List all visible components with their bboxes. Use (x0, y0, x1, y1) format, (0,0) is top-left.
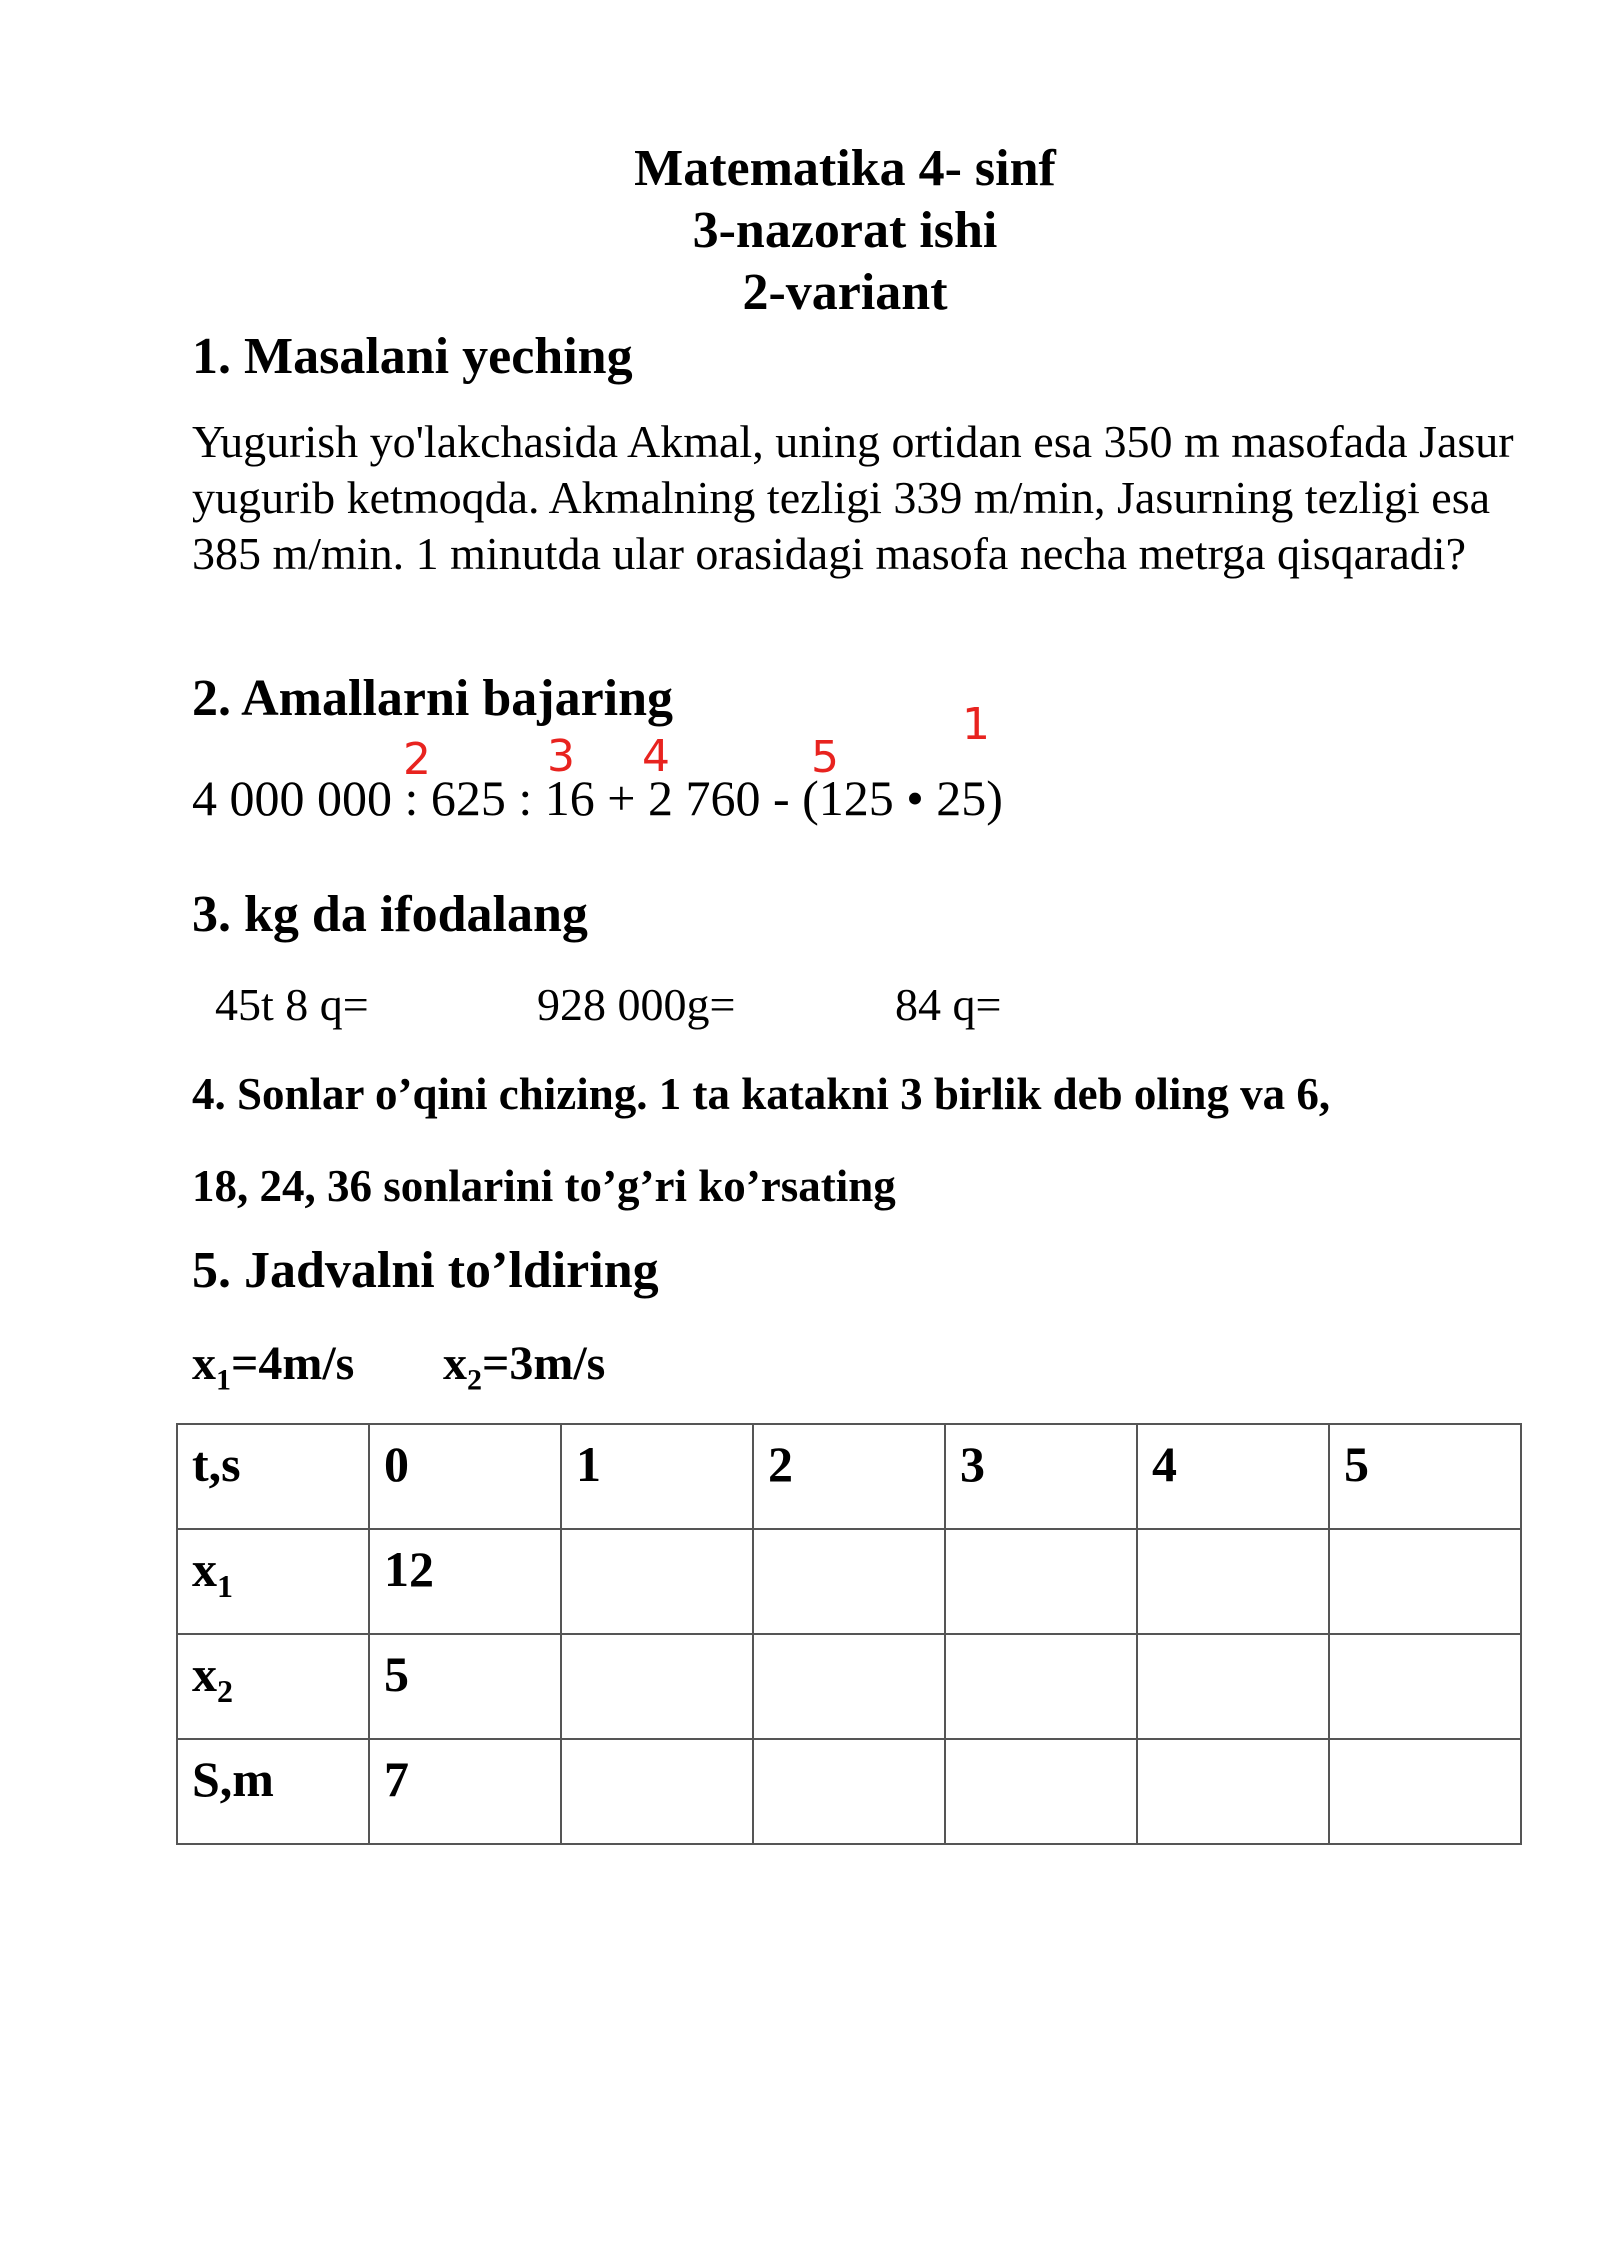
table-header-row (177, 1424, 1521, 1529)
worksheet-variant: 2-variant (742, 264, 948, 321)
table-cell: 0 (369, 1424, 561, 1529)
given-speed-x1: $x_1=4m/s$ (192, 1337, 355, 1397)
table-row (177, 1739, 1521, 1844)
table-cell[interactable] (753, 1739, 945, 1844)
worksheet-title: Matematika 4- sinf (634, 140, 1056, 197)
table-cell[interactable] (945, 1739, 1137, 1844)
table-row-label: $x_2$ (177, 1634, 369, 1739)
table-cell[interactable] (561, 1529, 753, 1634)
task2-expression: 4 000 000 : 625 : 16 + 2 760 - (125 • 25) (192, 770, 1003, 826)
motion-table (176, 1423, 1522, 1845)
conversion-item-1: 45t 8 q= (215, 979, 369, 1030)
conversion-item-2: 928 000g= (537, 979, 736, 1030)
table-cell[interactable] (561, 1739, 753, 1844)
task4-text-line2: 18, 24, 36 sonlarini to’g’ri ko’rsating (192, 1161, 896, 1211)
table-row (177, 1529, 1521, 1634)
table-cell[interactable] (945, 1529, 1137, 1634)
table-cell: 5 (1329, 1424, 1521, 1529)
task1-problem-text: Yugurish yo'lakchasida Akmal, uning ortidan esa 350 m masofada Jasur yugurib ketmoqda. Akmalning tezligi 339 m/min, Jasurning tezligi esa 385 m/min. 1 minutda ular orasidagi masofa necha metrga qisqaradi? (192, 416, 1514, 579)
table-cell[interactable] (561, 1634, 753, 1739)
operation-order-mark-5: 5 (811, 732, 839, 783)
task5-title: 5. Jadvalni to’ldiring (192, 1242, 659, 1299)
operation-order-mark-3: 3 (547, 731, 575, 782)
task3-title: 3. kg da ifodalang (192, 886, 588, 943)
table-cell[interactable] (945, 1634, 1137, 1739)
table-cell[interactable] (1329, 1634, 1521, 1739)
task4-text-line1: 4. Sonlar o’qini chizing. 1 ta katakni 3 birlik deb oling va 6, (192, 1069, 1331, 1119)
table-cell[interactable] (753, 1634, 945, 1739)
table-cell: 5 (369, 1634, 561, 1739)
table-cell: 2 (753, 1424, 945, 1529)
table-cell: 1 (561, 1424, 753, 1529)
table-cell: 12 (369, 1529, 561, 1634)
worksheet-subtitle: 3-nazorat ishi (692, 202, 998, 259)
operation-order-mark-1: 1 (962, 699, 990, 750)
table-row-label: S,m (177, 1739, 369, 1844)
operation-order-mark-4: 4 (642, 731, 670, 782)
table-cell[interactable] (1137, 1739, 1329, 1844)
task2-title: 2. Amallarni bajaring (192, 670, 674, 727)
table-cell: 3 (945, 1424, 1137, 1529)
table-cell: t,s (177, 1424, 369, 1529)
given-speed-x2: $x_2=3m/s$ (443, 1337, 606, 1397)
table-cell[interactable] (1329, 1739, 1521, 1844)
table-row (177, 1634, 1521, 1739)
table-cell: 4 (1137, 1424, 1329, 1529)
operation-order-mark-2: 2 (403, 734, 431, 785)
table-row-label: $x_1$ (177, 1529, 369, 1634)
table-cell: 7 (369, 1739, 561, 1844)
table-cell[interactable] (1137, 1634, 1329, 1739)
conversion-item-3: 84 q= (895, 979, 1002, 1030)
table-cell[interactable] (1137, 1529, 1329, 1634)
task1-title: 1. Masalani yeching (192, 328, 633, 385)
table-cell[interactable] (753, 1529, 945, 1634)
table-cell[interactable] (1329, 1529, 1521, 1634)
